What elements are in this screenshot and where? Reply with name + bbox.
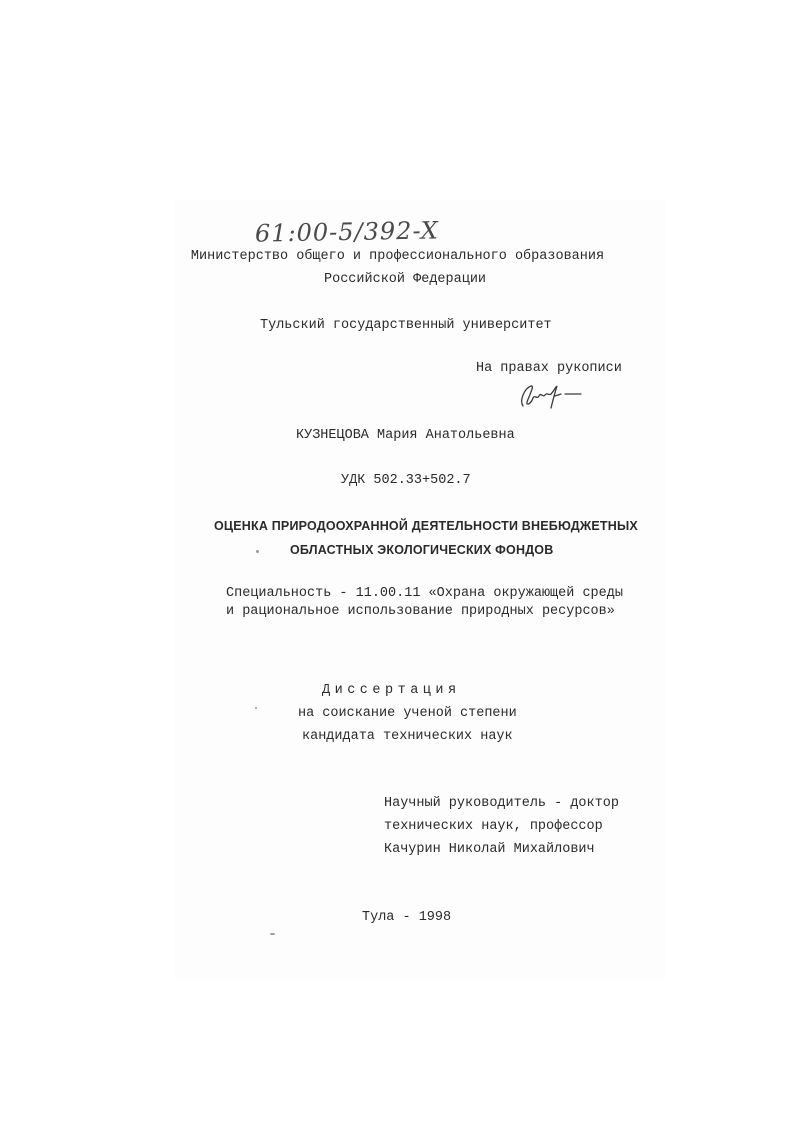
scan-speck — [256, 550, 259, 553]
degree-line-2: кандидата технических наук — [302, 729, 513, 744]
scan-speck — [270, 933, 275, 935]
signature-scribble — [517, 382, 587, 410]
degree-line-1: на соискание ученой степени — [298, 706, 517, 721]
supervisor-line-1: Научный руководитель - доктор — [384, 796, 619, 811]
specialty-line-2: и рациональное использование природных ресурсов» — [226, 604, 615, 619]
udk-code: УДК 502.33+502.7 — [341, 473, 471, 488]
scan-speck — [255, 707, 257, 709]
supervisor-line-2: технических наук, профессор — [384, 819, 603, 834]
ministry-line-1: Министерство общего и профессионального образования — [190, 249, 605, 264]
author-signature — [517, 382, 587, 415]
author-name: КУЗНЕЦОВА Мария Анатольевна — [296, 428, 515, 443]
manuscript-rights-label: На правах рукописи — [476, 361, 622, 376]
dissertation-title-line-1: ОЦЕНКА ПРИРОДООХРАННОЙ ДЕЯТЕЛЬНОСТИ ВНЕБЮДЖЕТНЫХ — [214, 519, 638, 533]
university-name: Тульский государственный университет — [260, 318, 552, 333]
specialty-line-1: Специальность - 11.00.11 «Охрана окружающей среды — [226, 586, 623, 601]
dissertation-title-line-2: ОБЛАСТНЫХ ЭКОЛОГИЧЕСКИХ ФОНДОВ — [290, 543, 554, 557]
supervisor-name: Качурин Николай Михайлович — [384, 842, 595, 857]
ministry-line-2: Российской Федерации — [324, 272, 487, 287]
dissertation-heading: Диссертация — [322, 683, 461, 698]
inventory-stamp: 61:00-5/392-X — [254, 216, 440, 248]
city-year: Тула - 1998 — [362, 910, 452, 925]
